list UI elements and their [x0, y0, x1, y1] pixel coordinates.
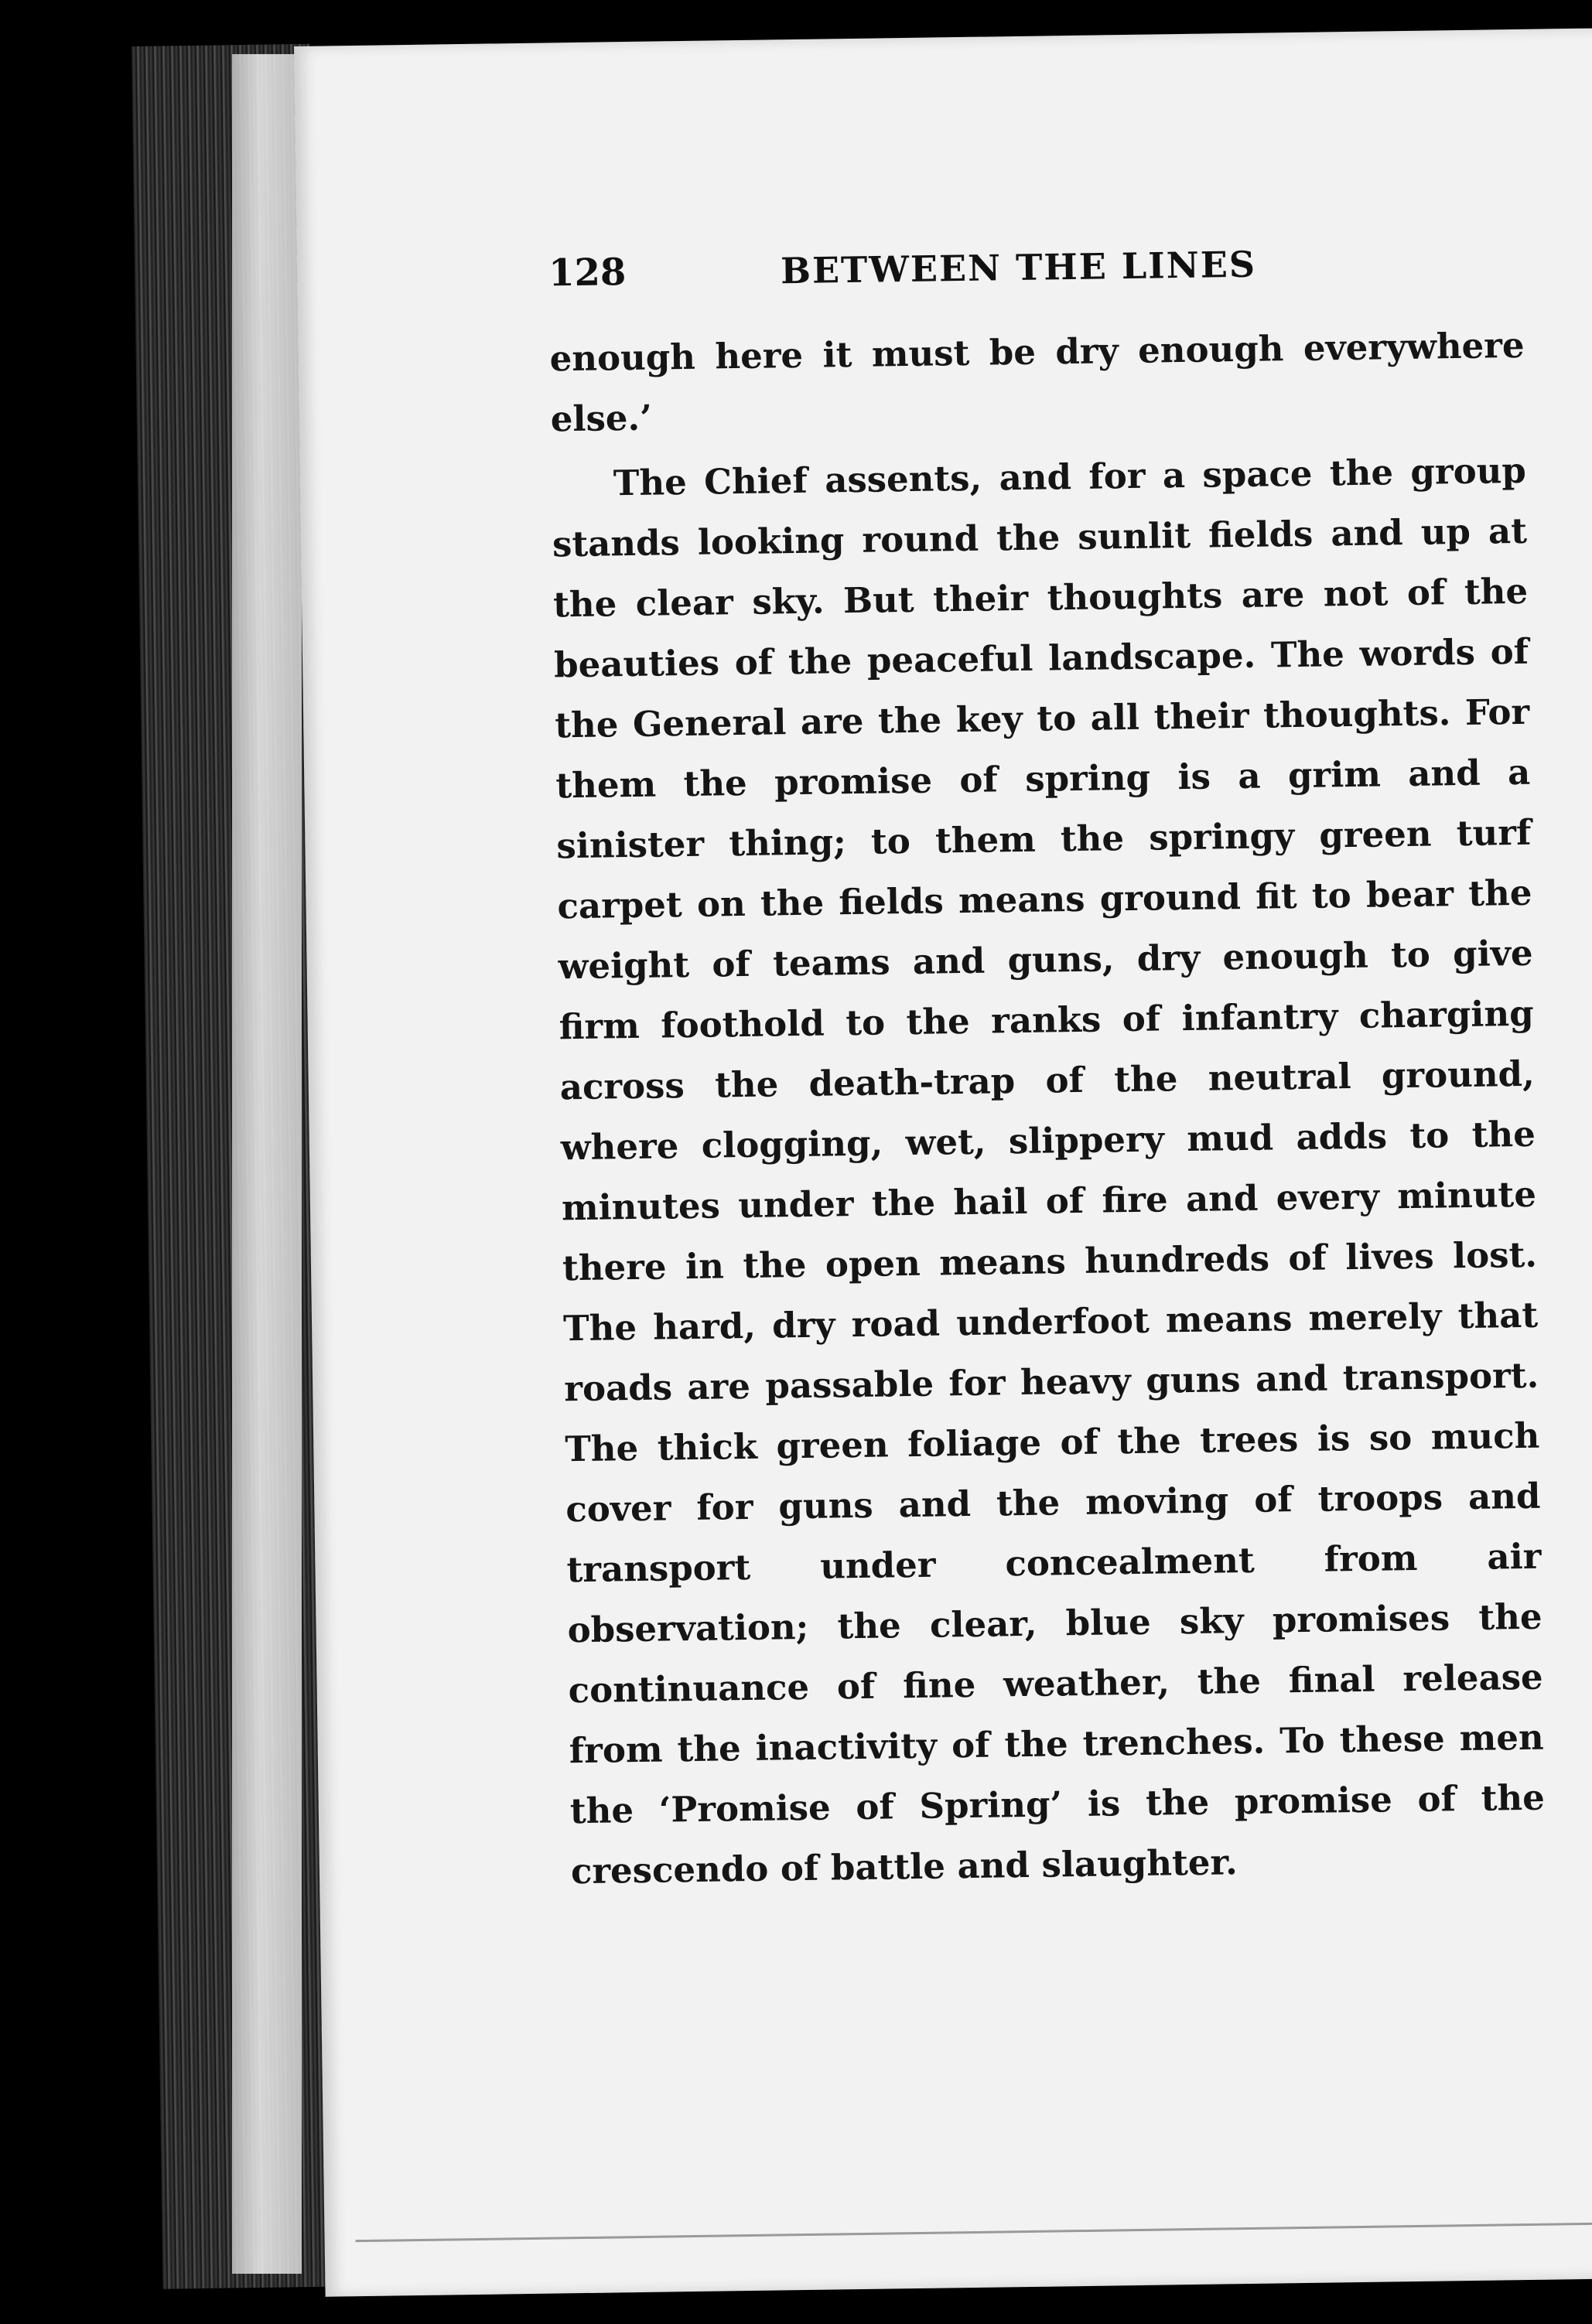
page-edge-highlight	[232, 54, 302, 2274]
page-number: 128	[548, 251, 627, 295]
book-page	[294, 28, 1592, 2297]
page-body	[549, 316, 1546, 1902]
paragraph: The Chief assents, and for a space the group stands looking round the sunlit fields and up at the clear sky. But their thoughts are not of the beauties of the peaceful landscape. The words of the General are the key to all their thoughts. For them the promise of spring is a grim and a sinister thing; to them the springy green turf carpet on the fields means ground fit to bear the weight of teams and guns, dry enough to give firm foothold to the ranks of infantry charging across the death-trap of the neutral ground, where clogging, wet, slippery mud adds to the minutes under the hail of fire and every minute there in the open means hundreds of lives lost. The hard, dry road underfoot means merely that roads are passable for heavy guns and transport. The thick green foliage of the trees is so much cover for guns and the moving of troops and transport under concealment from air observation; the clear, blue sky promises the continuance of fine weather, the final release from the inactivity of the trenches. To these men the ‘Promise of Spring’ is the promise of the crescendo of battle and slaughter.	[552, 449, 1546, 1892]
paragraph-continued: enough here it must be dry enough everywhere else.’	[549, 324, 1525, 440]
page-bottom-rule	[356, 2222, 1592, 2242]
running-head: BETWEEN THE LINES	[780, 243, 1257, 292]
page-header	[548, 237, 1555, 305]
